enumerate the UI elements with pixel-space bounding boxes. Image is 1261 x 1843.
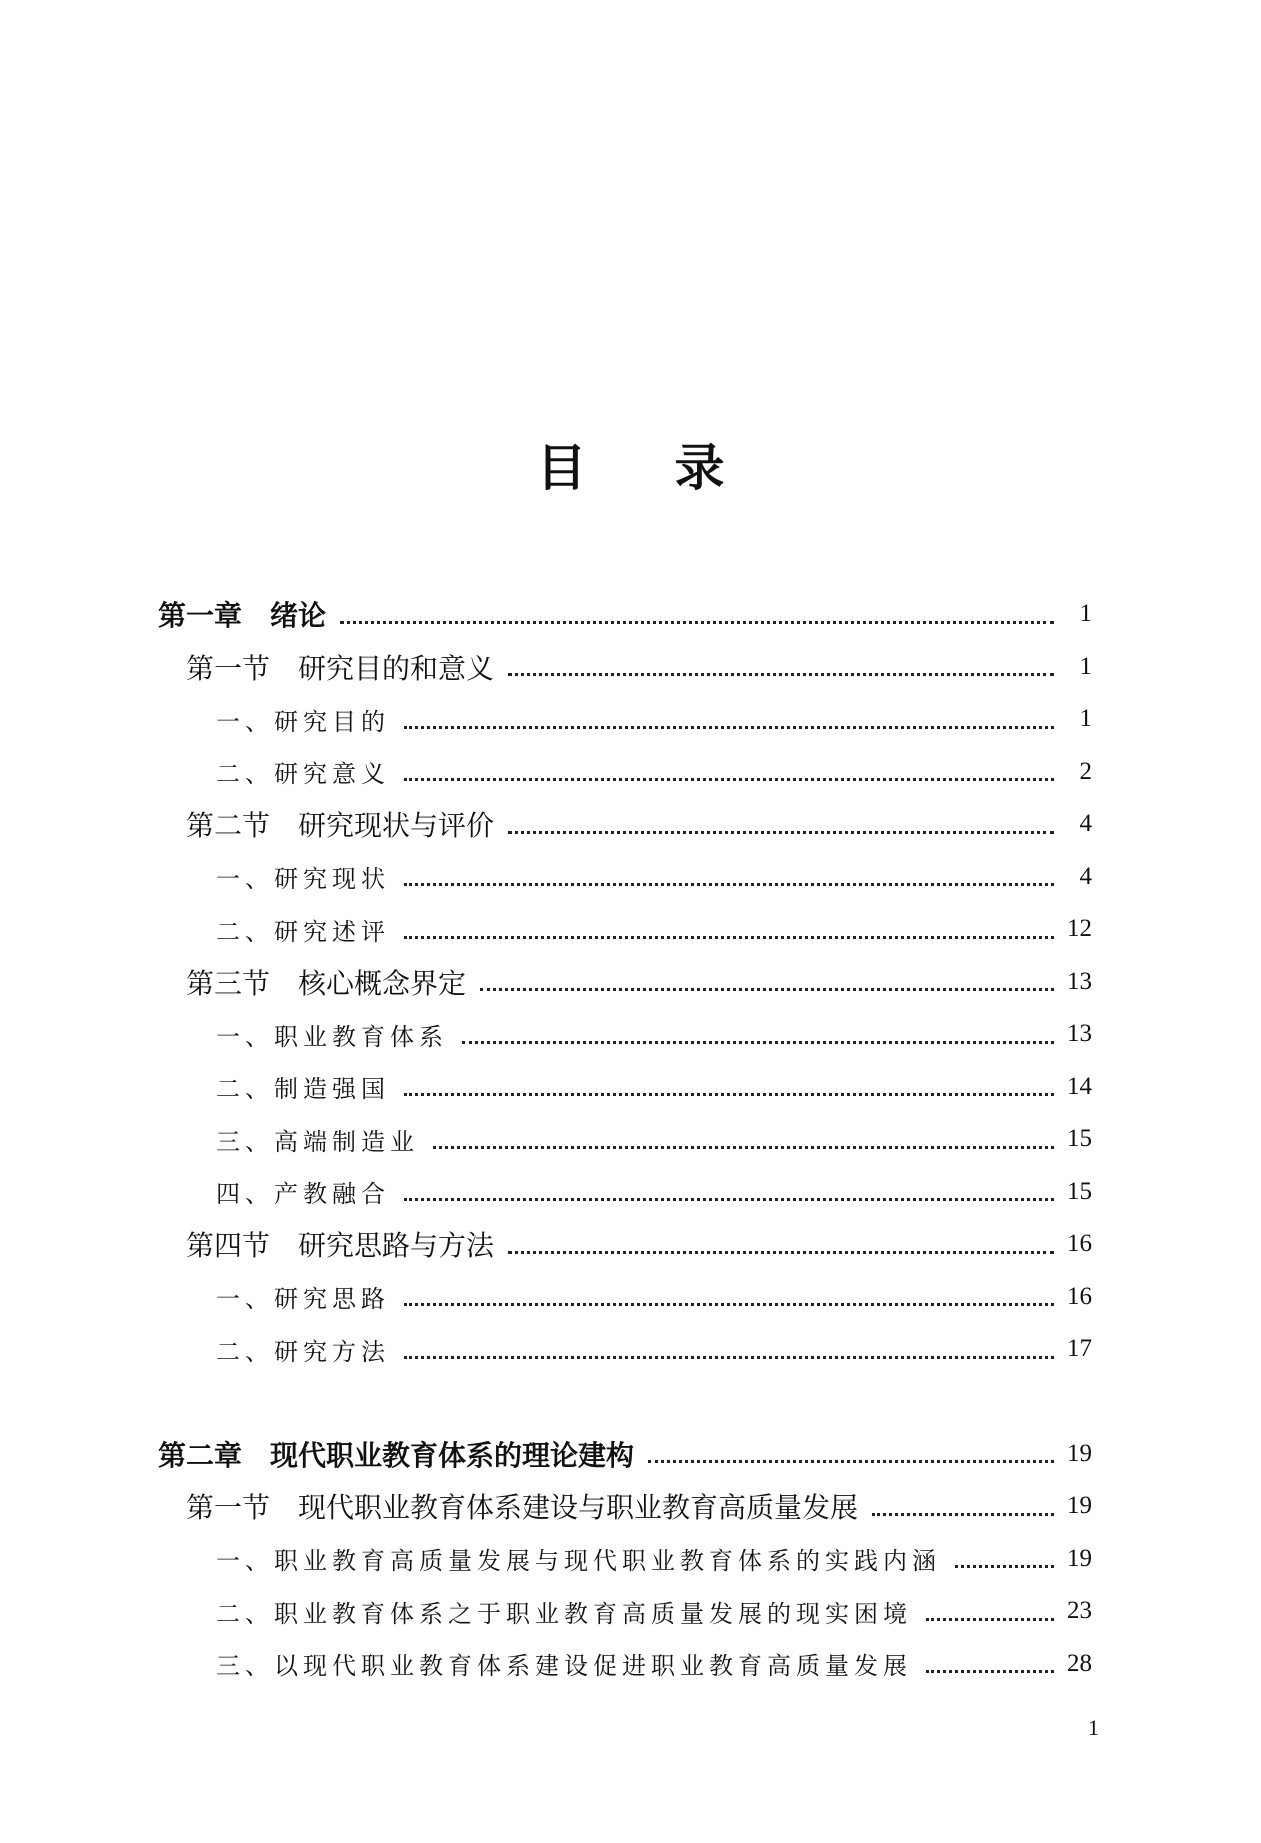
toc-item[interactable] (158, 1585, 1092, 1638)
footer-page-number: 1 (1088, 1715, 1099, 1740)
title-char-2: 录 (674, 439, 725, 497)
toc-section[interactable] (158, 798, 1092, 851)
section-title: 研究目的和意义 (298, 651, 495, 685)
dot-leader (508, 829, 1054, 834)
page-title (0, 428, 1261, 500)
item-title: 二、制造强国 (216, 1075, 390, 1104)
page-ref: 16 (1067, 1230, 1092, 1258)
toc-item[interactable] (158, 693, 1092, 746)
page-ref: 1 (1079, 652, 1092, 680)
dot-leader (340, 619, 1054, 624)
dot-leader (648, 1458, 1054, 1463)
page-ref: 13 (1067, 967, 1092, 995)
dot-leader (872, 1511, 1054, 1516)
title-char-1: 目 (536, 439, 587, 497)
toc-item[interactable] (158, 746, 1092, 799)
section-title: 研究现状与评价 (298, 809, 495, 843)
toc-section[interactable] (158, 1218, 1092, 1271)
page-ref: 19 (1067, 1439, 1092, 1467)
dot-leader (404, 724, 1054, 729)
item-title: 二、职业教育体系之于职业教育高质量发展的现实困境 (216, 1599, 912, 1628)
chapter-title: 绪论 (270, 599, 327, 633)
toc-section[interactable] (158, 1480, 1092, 1533)
dot-leader (404, 1091, 1054, 1096)
item-title: 三、高端制造业 (216, 1127, 419, 1156)
toc-section[interactable] (158, 641, 1092, 694)
section-title: 研究思路与方法 (298, 1229, 495, 1263)
toc-item[interactable] (158, 1533, 1092, 1586)
item-title: 四、产教融合 (216, 1180, 390, 1209)
page-ref: 4 (1079, 862, 1092, 890)
item-title: 二、研究方法 (216, 1337, 390, 1366)
page-ref: 15 (1067, 1177, 1092, 1205)
dot-leader (926, 1616, 1054, 1621)
page-ref: 19 (1067, 1492, 1092, 1520)
chapter-number: 第二章 (158, 1438, 243, 1472)
toc-item[interactable] (158, 1638, 1092, 1691)
page-ref: 14 (1067, 1072, 1092, 1100)
dot-leader (404, 881, 1054, 886)
page-ref: 13 (1067, 1020, 1092, 1048)
dot-leader (433, 1144, 1054, 1149)
page-ref: 28 (1067, 1649, 1092, 1677)
item-title: 二、研究意义 (216, 760, 390, 789)
section-number: 第三节 (186, 966, 271, 1000)
toc-chapter-2[interactable] (158, 1428, 1092, 1481)
section-number: 第四节 (186, 1229, 271, 1263)
toc-item[interactable] (158, 1113, 1092, 1166)
page-ref: 19 (1067, 1544, 1092, 1572)
dot-leader (404, 1196, 1054, 1201)
item-title: 一、职业教育体系 (216, 1022, 448, 1051)
dot-leader (508, 1249, 1054, 1254)
section-number: 第一节 (186, 1491, 271, 1525)
dot-leader (404, 1354, 1054, 1359)
item-title: 一、研究思路 (216, 1285, 390, 1314)
toc-item[interactable] (158, 903, 1092, 956)
section-title: 核心概念界定 (298, 966, 467, 1000)
page-ref: 2 (1079, 757, 1092, 785)
chapter-spacer (158, 1376, 1092, 1428)
toc-item[interactable] (158, 851, 1092, 904)
toc-item[interactable] (158, 1061, 1092, 1114)
item-title: 一、研究目的 (216, 707, 390, 736)
chapter-title: 现代职业教育体系的理论建构 (270, 1438, 635, 1472)
item-title: 三、以现代职业教育体系建设促进职业教育高质量发展 (216, 1652, 912, 1681)
dot-leader (462, 1039, 1054, 1044)
section-title: 现代职业教育体系建设与职业教育高质量发展 (298, 1491, 859, 1525)
toc-item[interactable] (158, 1008, 1092, 1061)
dot-leader (926, 1668, 1054, 1673)
page-ref: 23 (1067, 1597, 1092, 1625)
dot-leader (404, 776, 1054, 781)
dot-leader (404, 1301, 1054, 1306)
section-number: 第二节 (186, 809, 271, 843)
page-ref: 12 (1067, 915, 1092, 943)
dot-leader (955, 1563, 1054, 1568)
page-ref: 15 (1067, 1125, 1092, 1153)
dot-leader (480, 986, 1054, 991)
page-ref: 17 (1067, 1335, 1092, 1363)
toc-item[interactable] (158, 1166, 1092, 1219)
page-ref: 4 (1079, 810, 1092, 838)
page-ref: 16 (1067, 1282, 1092, 1310)
toc-chapter-1[interactable] (158, 588, 1092, 641)
table-of-contents (158, 588, 1092, 1690)
page-ref: 1 (1079, 705, 1092, 733)
item-title: 二、研究述评 (216, 917, 390, 946)
toc-item[interactable] (158, 1271, 1092, 1324)
page-ref: 1 (1079, 600, 1092, 628)
chapter-number: 第一章 (158, 599, 243, 633)
item-title: 一、研究现状 (216, 865, 390, 894)
toc-section[interactable] (158, 956, 1092, 1009)
dot-leader (404, 934, 1054, 939)
dot-leader (508, 671, 1054, 676)
section-number: 第一节 (186, 651, 271, 685)
toc-item[interactable] (158, 1323, 1092, 1376)
item-title: 一、职业教育高质量发展与现代职业教育体系的实践内涵 (216, 1547, 941, 1576)
